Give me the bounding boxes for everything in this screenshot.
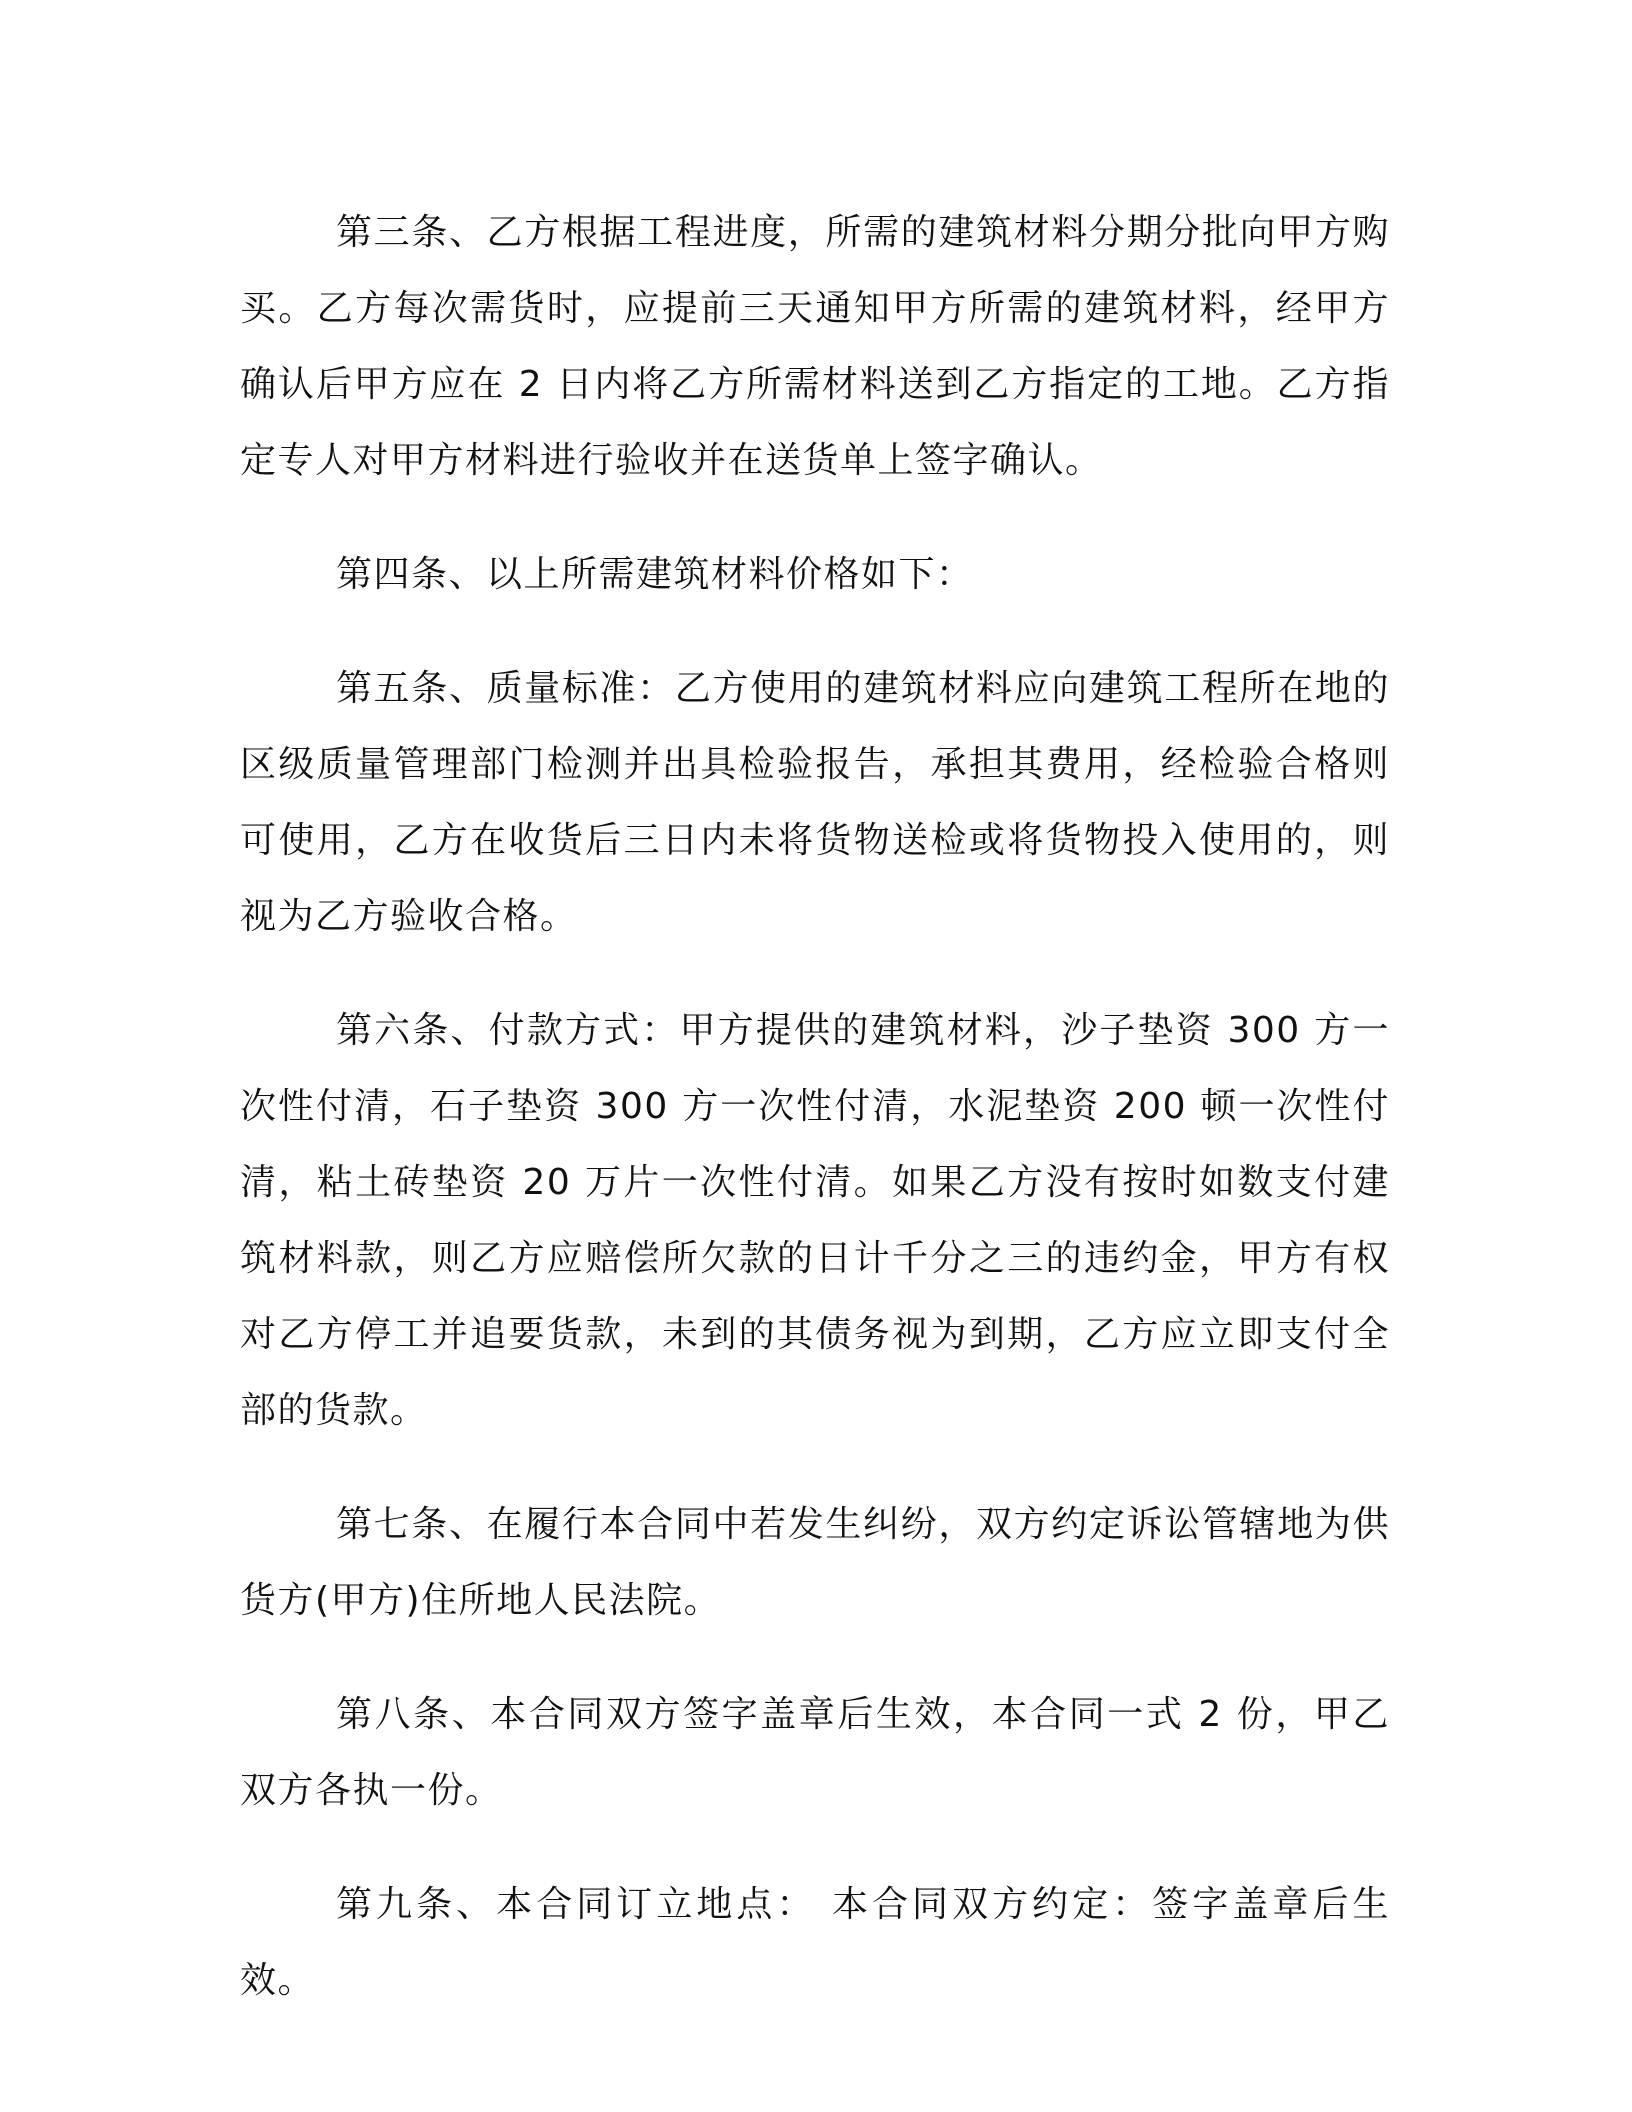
clause-3: 第三条、乙方根据工程进度，所需的建筑材料分期分批向甲方购买。乙方每次需货时，应提前三天通知甲方所需的建筑材料，经甲方确认后甲方应在 2 日内将乙方所需材料送到乙方指定的工地。乙方指定专人对甲方材料进行验收并在送货单上签字确认。	[240, 212, 1390, 481]
clause-4: 第四条、以上所需建筑材料价格如下：	[336, 554, 974, 595]
clause-5: 第五条、质量标准：乙方使用的建筑材料应向建筑工程所在地的区级质量管理部门检测并出具检验报告，承担其费用，经检验合格则可使用，乙方在收货后三日内未将货物送检或将货物投入使用的，则视为乙方验收合格。	[240, 668, 1390, 937]
clause-9: 第九条、本合同订立地点： 本合同双方约定：签字盖章后生效。	[240, 1884, 1390, 2001]
clause-8: 第八条、本合同双方签字盖章后生效，本合同一式 2 份，甲乙双方各执一份。	[240, 1694, 1390, 1811]
clause-7: 第七条、在履行本合同中若发生纠纷，双方约定诉讼管辖地为供货方(甲方)住所地人民法院。	[240, 1504, 1390, 1621]
document-page	[240, 195, 1390, 2057]
clause-6: 第六条、付款方式：甲方提供的建筑材料，沙子垫资 300 方一次性付清，石子垫资 300 方一次性付清，水泥垫资 200 顿一次性付清，粘土砖垫资 20 万片一次性付清。如果乙方没有按时如数支付建筑材料款，则乙方应赔偿所欠款的日计千分之三的违约金，甲方有权对乙方停工并追要货款，未到的其债务视为到期，乙方应立即支付全部的货款。	[240, 1010, 1390, 1431]
